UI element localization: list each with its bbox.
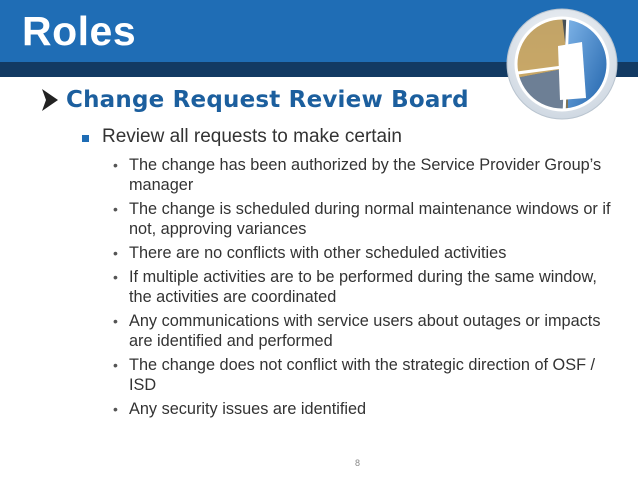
square-bullet-icon <box>82 135 89 142</box>
bullet-item: • If multiple activities are to be performed during the same window, the activities are coordinated <box>112 267 612 307</box>
bullet-list <box>112 155 612 423</box>
bullet-item: • Any security issues are identified <box>112 399 612 419</box>
page-number: 8 <box>355 458 361 468</box>
bullet-item: • The change does not conflict with the strategic direction of OSF / ISD <box>112 355 612 395</box>
bullet-item: • Any communications with service users about outages or impacts are identified and performed <box>112 311 612 351</box>
subheading-text: Review all requests to make certain <box>102 126 402 147</box>
heading-text: Change Request Review Board <box>66 87 469 113</box>
slide-title: Roles <box>22 8 137 54</box>
heading-row <box>40 87 469 113</box>
bullet-item: • The change is scheduled during normal maintenance windows or if not, approving variances <box>112 199 612 239</box>
bullet-item: • There are no conflicts with other scheduled activities <box>112 243 612 263</box>
subheading-row <box>82 126 402 148</box>
bullet-item: • The change has been authorized by the Service Provider Group’s manager <box>112 155 612 195</box>
arrow-right-icon <box>40 87 60 113</box>
globe-logo-icon <box>506 8 618 120</box>
